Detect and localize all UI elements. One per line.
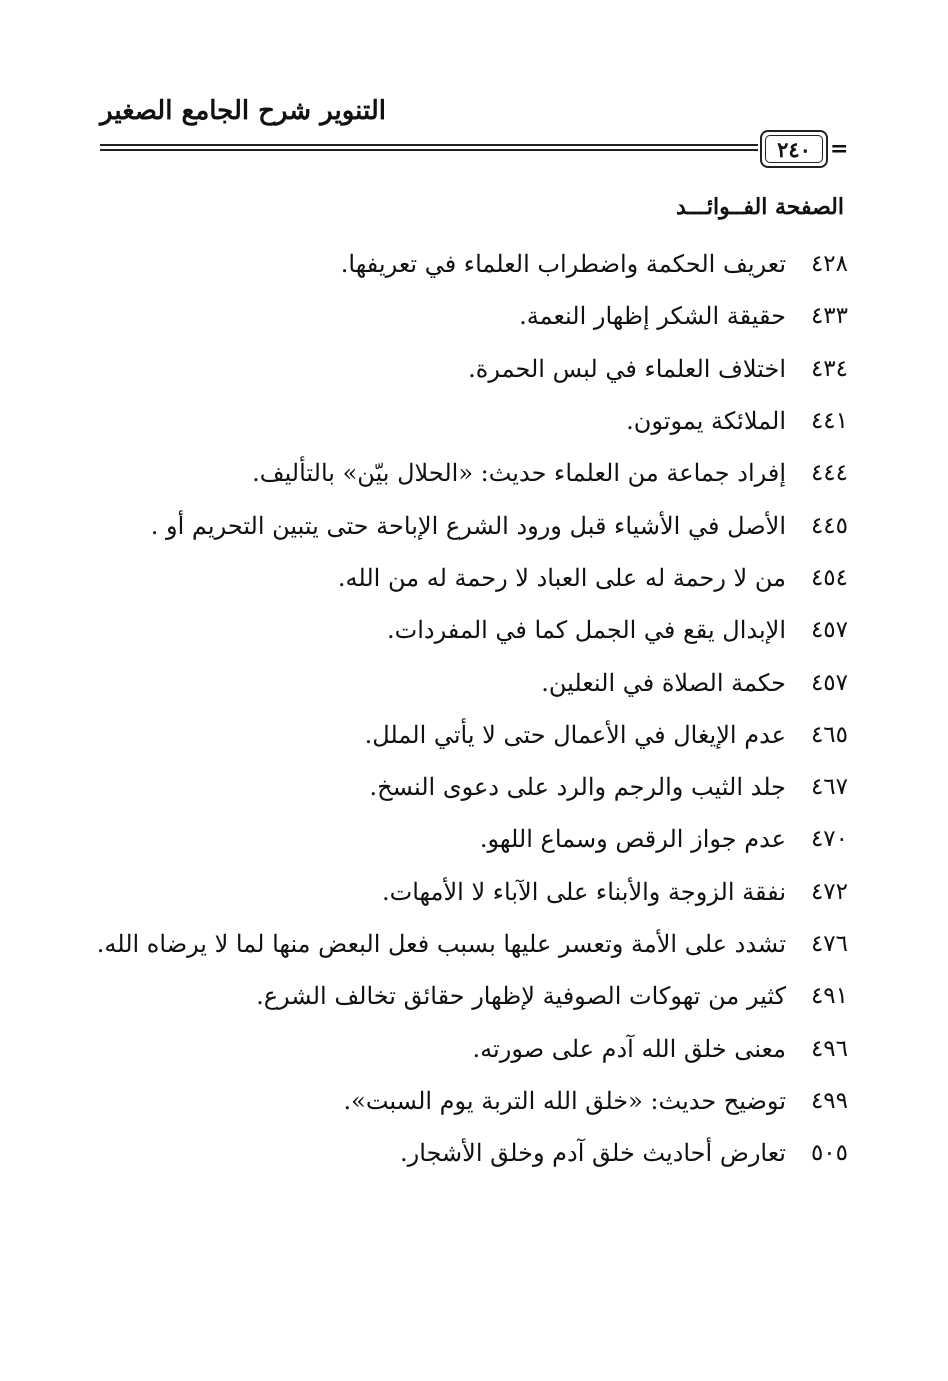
- entry-page: ٤٧٢: [810, 878, 848, 905]
- index-entry: [97, 866, 848, 918]
- entry-text: الأصل في الأشياء قبل ورود الشرع الإباحة حتى يتبين التحريم أو .: [150, 511, 786, 540]
- index-entry: [97, 290, 848, 342]
- index-entry: [97, 1022, 848, 1074]
- entry-page: ٤٤١: [810, 408, 848, 435]
- index-entry: [97, 343, 848, 395]
- index-entry: [97, 709, 848, 761]
- book-title: التنوير شرح الجامع الصغير: [100, 96, 386, 126]
- page-number-frame: [760, 130, 828, 168]
- entry-page: ٤٥٧: [810, 669, 848, 696]
- index-entries: [97, 238, 848, 1179]
- index-entry: [97, 918, 848, 970]
- index-entry: [97, 1075, 848, 1127]
- entry-page: ٤٦٧: [810, 774, 848, 801]
- entry-page: ٤٤٤: [810, 460, 848, 487]
- entry-text: حكمة الصلاة في النعلين.: [541, 668, 786, 697]
- entry-page: ٤٩١: [810, 983, 848, 1010]
- entry-text: عدم الإيغال في الأعمال حتى لا يأتي الملل.: [364, 720, 786, 749]
- header-double-rule: [100, 144, 758, 151]
- index-entry: [97, 499, 848, 551]
- entry-text: اختلاف العلماء في لبس الحمرة.: [468, 354, 786, 383]
- index-entry: [97, 1127, 848, 1179]
- entry-page: ٤٣٣: [810, 303, 848, 330]
- page-mark: =: [830, 136, 849, 162]
- entry-page: ٤٩٩: [810, 1087, 848, 1114]
- entry-page: ٤٧٦: [810, 931, 848, 957]
- entry-text: الملائكة يموتون.: [626, 407, 786, 436]
- entry-text: تعريف الحكمة واضطراب العلماء في تعريفها.: [340, 250, 786, 279]
- entry-text: جلد الثيب والرجم والرد على دعوى النسخ.: [369, 773, 786, 802]
- index-entry: [97, 447, 848, 499]
- entry-page: ٤٣٤: [810, 355, 848, 382]
- entry-page: ٤٦٥: [810, 721, 848, 748]
- entry-page: ٤٧٠: [810, 826, 848, 853]
- entry-text: معنى خلق الله آدم على صورته.: [472, 1034, 786, 1063]
- index-entry: [97, 604, 848, 656]
- entry-text: عدم جواز الرقص وسماع اللهو.: [479, 825, 786, 854]
- index-entry: [97, 656, 848, 708]
- entry-text: تعارض أحاديث خلق آدم وخلق الأشجار.: [400, 1139, 786, 1168]
- entry-page: ٤٢٨: [810, 251, 848, 278]
- entry-text: كثير من تهوكات الصوفية لإظهار حقائق تخالف الشرع.: [256, 982, 786, 1011]
- entry-page: ٤٥٧: [810, 617, 848, 644]
- entry-page: ٤٩٦: [810, 1035, 848, 1062]
- index-entry: [97, 238, 848, 290]
- entry-text: من لا رحمة له على العباد لا رحمة له من الله.: [337, 563, 786, 592]
- entry-text: حقيقة الشكر إظهار النعمة.: [519, 302, 786, 331]
- entry-text: الإبدال يقع في الجمل كما في المفردات.: [386, 616, 786, 645]
- entry-text: نفقة الزوجة والأبناء على الآباء لا الأمهات.: [382, 877, 786, 906]
- entry-page: ٤٥٤: [810, 564, 848, 591]
- index-entry: [97, 552, 848, 604]
- entry-text: توضيح حديث: «خلق الله التربة يوم السبت».: [343, 1086, 786, 1115]
- entry-text: إفراد جماعة من العلماء حديث: «الحلال بيّن» بالتأليف.: [252, 459, 786, 488]
- entry-page: ٤٤٥: [810, 512, 848, 539]
- entry-text: تشدد على الأمة وتعسر عليها بسبب فعل البعض منها لما لا يرضاه الله.: [96, 930, 786, 958]
- index-entry: [97, 761, 848, 813]
- index-entry: [97, 970, 848, 1022]
- page-number: ٢٤٠: [777, 136, 811, 162]
- index-entry: [97, 395, 848, 447]
- index-column-header: الصفحة الفــوائـــد: [676, 194, 844, 220]
- index-entry: [97, 813, 848, 865]
- entry-page: ٥٠٥: [810, 1140, 848, 1167]
